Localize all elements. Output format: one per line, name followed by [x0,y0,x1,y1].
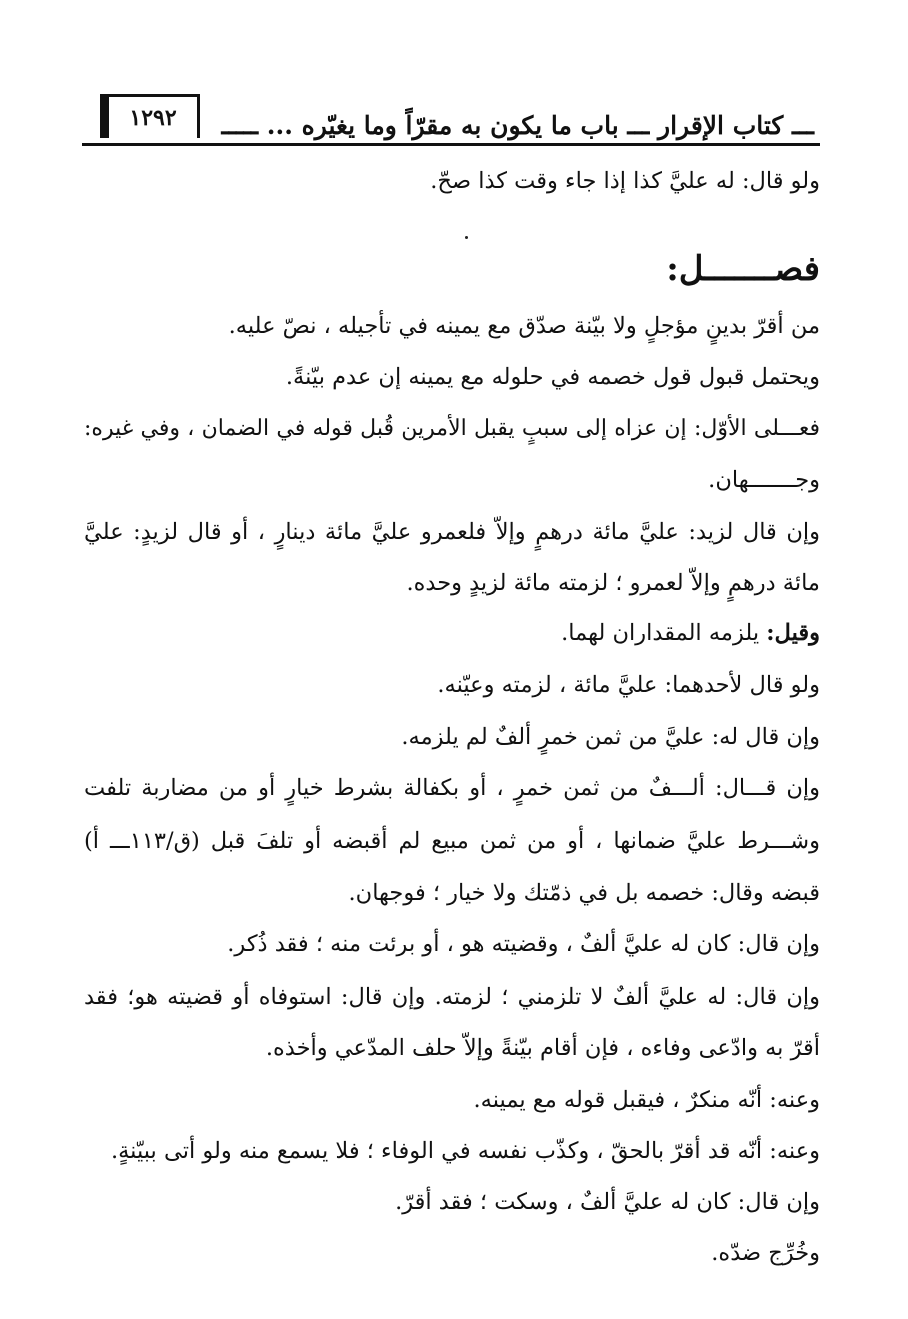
text-span: يلزمه المقداران لهما. [561,620,767,646]
text-line: من أقرّ بدينٍ مؤجلٍ ولا بيّنة صدّق مع يمينه في تأجيله ، نصّ عليه. [228,313,820,339]
text-line [84,622,820,645]
text-line: وإن قال لزيد: عليَّ مائة درهمٍ وإلاّ فلعمرو عليَّ مائة دينارٍ ، أو قال لزيدٍ: عليَّ [84,519,820,545]
text-line: ولو قال لأحدهما: عليَّ مائة ، لزمته وعيّنه. [437,672,820,698]
header-rule [82,143,820,146]
text-line: ولو قال: له عليَّ كذا إذا جاء وقت كذا صحّ. [430,168,820,194]
term-label: وقيل: [766,620,820,646]
text-line: وإن قال: كان له عليَّ ألفٌ ، وقضيته هو ، أو برئت منه ؛ فقد ذُكر. [227,931,820,957]
text-line: وإن قال: كان له عليَّ ألفٌ ، وسكت ؛ فقد أقرّ. [395,1189,820,1215]
speck [465,236,468,239]
text-line: ويحتمل قبول قول خصمه في حلوله مع يمينه إن عدم بيّنةً. [285,364,820,390]
text-line: قبضه وقال: خصمه بل في ذمّتك ولا خيار ؛ فوجهان. [348,880,820,906]
page-number: ١٢٩٢ [129,104,177,131]
text-line: وإن قال له: عليَّ من ثمن خمرٍ ألفٌ لم يلزمه. [401,724,820,750]
text-line: فعـــلى الأوّل: إن عزاه إلى سببٍ يقبل الأمرين قُبل قوله في الضمان ، وفي غيره: [84,416,820,441]
running-header [82,94,820,146]
text-line: وعنه: أنّه منكرٌ ، فيقبل قوله مع يمينه. [473,1087,820,1113]
text-line: وإن قـــال: ألـــفٌ من ثمن خمرٍ ، أو بكفالة بشرط خيارٍ أو من مضاربة تلفت [84,775,820,801]
text-line: أقرّ به وادّعى وفاءه ، فإن أقام بيّنةً وإلاّ حلف المدّعي وأخذه. [265,1035,820,1061]
running-title: ـــ كتاب الإقرار ـــ باب ما يكون به مقرّاً وما يغيّره ... ـــــ [221,111,814,140]
text-line: وخُرِّج ضدّه. [711,1240,820,1266]
text-line: وجـــــــهان. [708,467,820,493]
text-line: وعنه: أنّه قد أقرّ بالحقّ ، وكذّب نفسه في الوفاء ؛ فلا يسمع منه ولو أتى ببيّنةٍ. [110,1138,820,1164]
section-heading: فصـــــــل: [666,249,820,289]
text-line: مائة درهمٍ وإلاّ لعمرو ؛ لزمته مائة لزيدٍ وحده. [406,570,820,596]
page-number-box [100,94,200,138]
text-line: وشـــرط عليَّ ضمانها ، أو من ثمن مبيع لم أقبضه أو تلفَ قبل (ق/١١٣ـــ أ) [84,828,820,854]
text-line: وإن قال: له عليَّ ألفٌ لا تلزمني ؛ لزمته. وإن قال: استوفاه أو قضيته هو؛ فقد [84,984,820,1010]
